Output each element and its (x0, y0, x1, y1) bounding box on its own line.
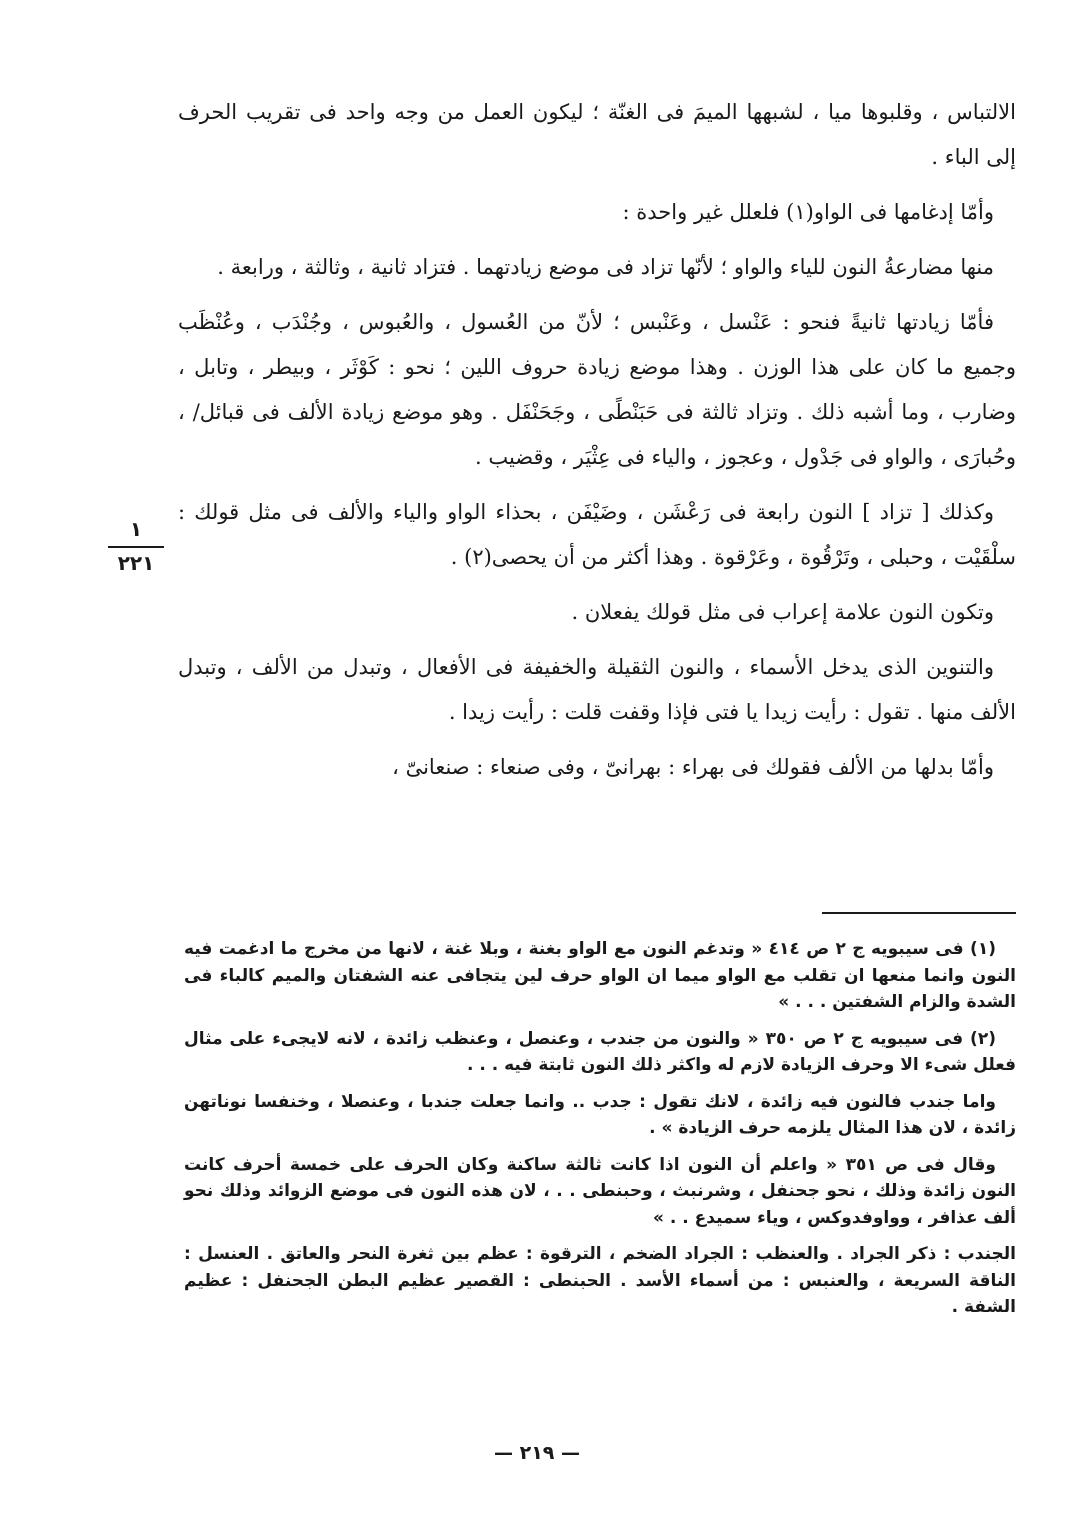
margin-page-reference (108, 516, 164, 576)
footnote-1: (١) فى سيبويه ج ٢ ص ٤١٤ « وتدغم النون مع الواو بغنة ، وبلا غنة ، لانها من مخرج ما ادغمت فيه النون وانما منعها ان تقلب مع الواو ميما ان الواو حرف لين يتجافى عنه الشفتان والميم كالباء فى الشدة والزام الشفتين . . . » (184, 939, 1016, 1012)
paragraph-4: فأمّا زيادتها ثانيةً فنحو : عَنْسل ، وعَنْبس ؛ لأنّ من العُسول ، والعُبوس ، وجُنْدَب ، وعُنْظَب وجميع ما كان على هذا الوزن . وهذا موضع زيادة حروف اللين ؛ نحو : كَوْثَر ، وبيطر ، وتابل ، وضارب ، وما أشبه ذلك . وتزاد ثالثة فى حَبَنْطًى ، وجَحَنْفَل . وهو موضع زيادة الألف فى قبائل/ ، وحُبارَى ، والواو فى جَدْول ، وعجوز ، والياء فى عِثْيَر ، وقضيب . (178, 310, 1016, 469)
footnote-2-continuation: واما جندب فالنون فيه زائدة ، لانك تقول : جدب .. وانما جعلت جندبا ، وعنصلا ، وخنفسا نوناتهن زائدة ، لان هذا المثال يلزمه حرف الزيادة » . (184, 1091, 1016, 1138)
margin-reference-rule (108, 546, 164, 548)
paragraph-1: الالتباس ، وقلبوها ميا ، لشبهها الميمَ فى الغنّة ؛ ليكون العمل من وجه واحد فى تقريب الحرف إلى الباء . (178, 100, 1016, 169)
footnote-2-citation: وقال فى ص ٣٥١ « واعلم أن النون اذا كانت ثالثة ساكنة وكان الحرف على خمسة أحرف كانت النون زائدة وذلك ، نحو جحنفل ، وشرنبث ، وحبنطى . . ، لان هذه النون فى موضع الزوائد وذلك نحو ألف عذافر ، وواوفدوكس ، وياء سميدع . . » (184, 1154, 1016, 1228)
footnote-separator (822, 912, 1016, 914)
main-text-body (178, 90, 1016, 790)
paragraph-2: وأمّا إدغامها فى الواو(١) فلعلل غير واحدة : (622, 200, 994, 224)
footnotes-section (184, 936, 1016, 1321)
margin-reference-bottom: ٢٢١ (117, 551, 155, 575)
margin-reference-top: ١ (129, 517, 143, 541)
paragraph-7: والتنوين الذى يدخل الأسماء ، والنون الثقيلة والخفيفة فى الأفعال ، وتبدل من الألف ، وتبدل الألف منها . تقول : رأيت زيدا يا فتى فإذا وقفت قلت : رأيت زيدا . (178, 655, 1016, 724)
glossary-note: الجندب : ذكر الجراد . والعنظب : الجراد الضخم ، الترقوة : عظم بين ثغرة النحر والعاتق . العنسل : الناقة السريعة ، والعنبس : من أسماء الأسد . الحبنطى : القصير عظيم البطن الجحنفل : عظيم الشفة . (184, 1244, 1016, 1317)
page-number: — ٢١٩ — (493, 1442, 581, 1464)
paragraph-6: وتكون النون علامة إعراب فى مثل قولك يفعلان . (571, 600, 994, 624)
paragraph-5: وكذلك [ تزاد ] النون رابعة فى رَعْشَن ، وضَيْفَن ، بحذاء الواو والياء والألف فى مثل قولك : سلْقَيْت ، وحبلى ، وتَرْقُوة ، وعَرْقوة . وهذا أكثر من أن يحصى(٢) . (178, 500, 1016, 569)
paragraph-3: منها مضارعةُ النون للياء والواو ؛ لأنّها تزاد فى موضع زيادتهما . فتزاد ثانية ، وثالثة ، ورابعة . (217, 255, 994, 279)
footnote-2: (٢) فى سيبويه ج ٢ ص ٣٥٠ « والنون من جندب ، وعنصل ، وعنظب زائدة ، لانه لايجىء على مثال فعلل شىء الا وحرف الزيادة لازم له واكثر ذلك النون ثابتة فيه . . . (184, 1028, 1016, 1075)
paragraph-8: وأمّا بدلها من الألف فقولك فى بهراء : بهرانىّ ، وفى صنعاء : صنعانىّ ، (392, 755, 994, 779)
